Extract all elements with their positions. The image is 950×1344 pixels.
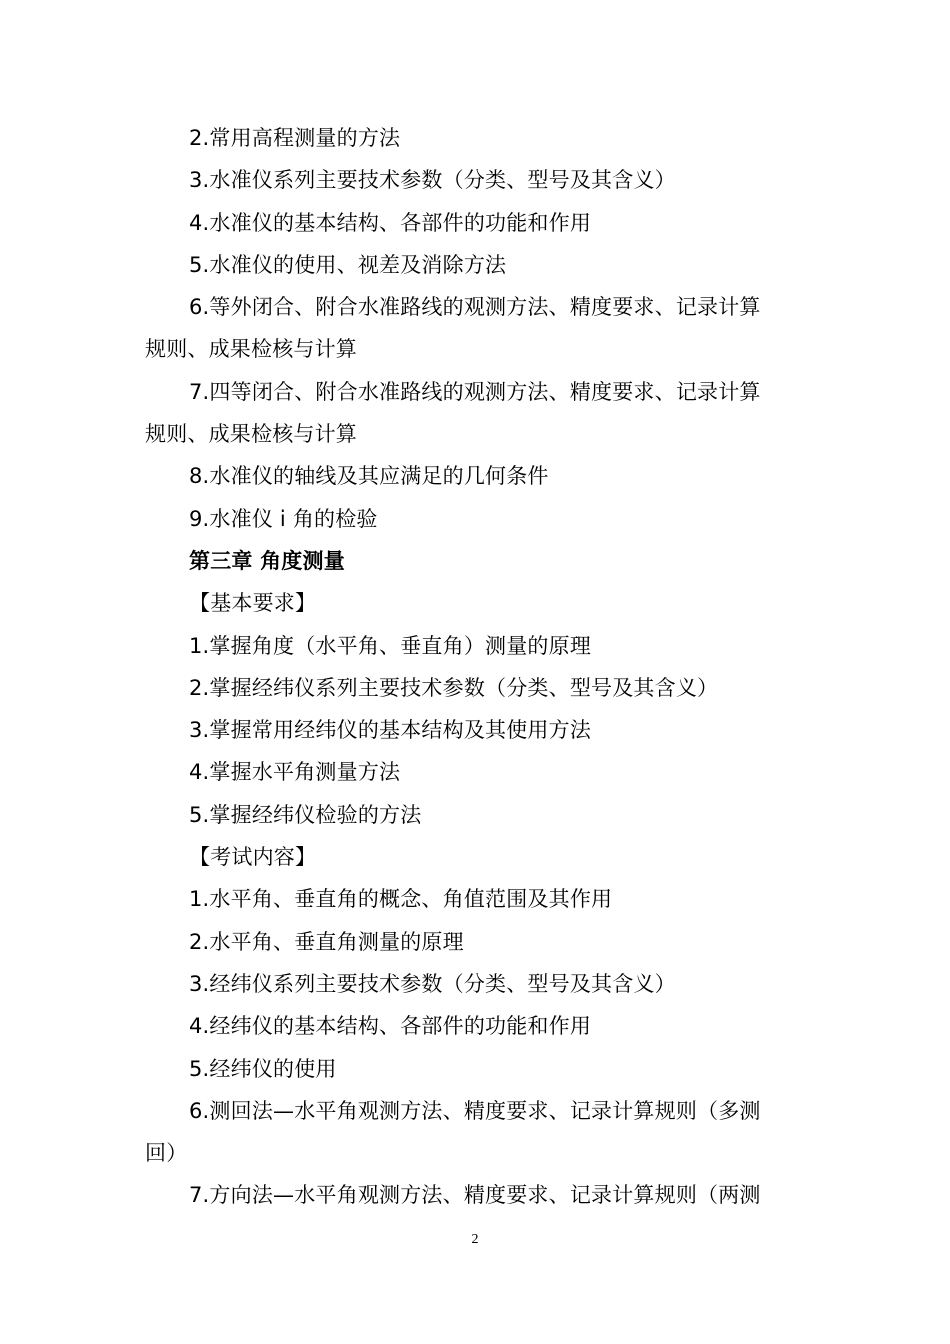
document-body [145,117,810,1217]
chapter-heading: 第三章 角度测量 [189,548,345,573]
list-item: 7.四等闭合、附合水准路线的观测方法、精度要求、记录计算 [189,379,761,404]
list-item: 7.方向法—水平角观测方法、精度要求、记录计算规则（两测 [189,1183,761,1208]
list-item: 6.测回法—水平角观测方法、精度要求、记录计算规则（多测 [189,1098,761,1123]
list-item: 2.掌握经纬仪系列主要技术参数（分类、型号及其含义） [189,675,719,700]
list-item: 1.水平角、垂直角的概念、角值范围及其作用 [189,887,613,912]
list-item: 5.水准仪的使用、视差及消除方法 [189,252,507,277]
page-number: 2 [471,1232,479,1247]
list-item: 5.经纬仪的使用 [189,1056,337,1081]
list-item: 2.常用高程测量的方法 [189,126,401,150]
list-item: 3.水准仪系列主要技术参数（分类、型号及其含义） [189,168,676,193]
list-item: 3.掌握常用经纬仪的基本结构及其使用方法 [189,718,592,743]
list-item: 4.掌握水平角测量方法 [189,760,401,785]
list-item-continuation: 回） [145,1141,188,1166]
list-item: 2.水平角、垂直角测量的原理 [189,929,464,954]
list-item: 5.掌握经纬仪检验的方法 [189,802,422,827]
section-heading-exam-content: 【考试内容】 [189,845,317,870]
list-item-continuation: 规则、成果检核与计算 [145,422,357,447]
list-item: 3.经纬仪系列主要技术参数（分类、型号及其含义） [189,971,676,996]
list-item: 9.水准仪 i 角的检验 [189,506,378,531]
list-item: 8.水准仪的轴线及其应满足的几何条件 [189,464,549,489]
list-item: 4.经纬仪的基本结构、各部件的功能和作用 [189,1014,592,1039]
list-item: 1.掌握角度（水平角、垂直角）测量的原理 [189,633,592,658]
list-item: 4.水准仪的基本结构、各部件的功能和作用 [189,210,592,235]
list-item: 6.等外闭合、附合水准路线的观测方法、精度要求、记录计算 [189,295,761,320]
section-heading-basic-requirements: 【基本要求】 [189,591,317,616]
list-item-continuation: 规则、成果检核与计算 [145,337,357,362]
